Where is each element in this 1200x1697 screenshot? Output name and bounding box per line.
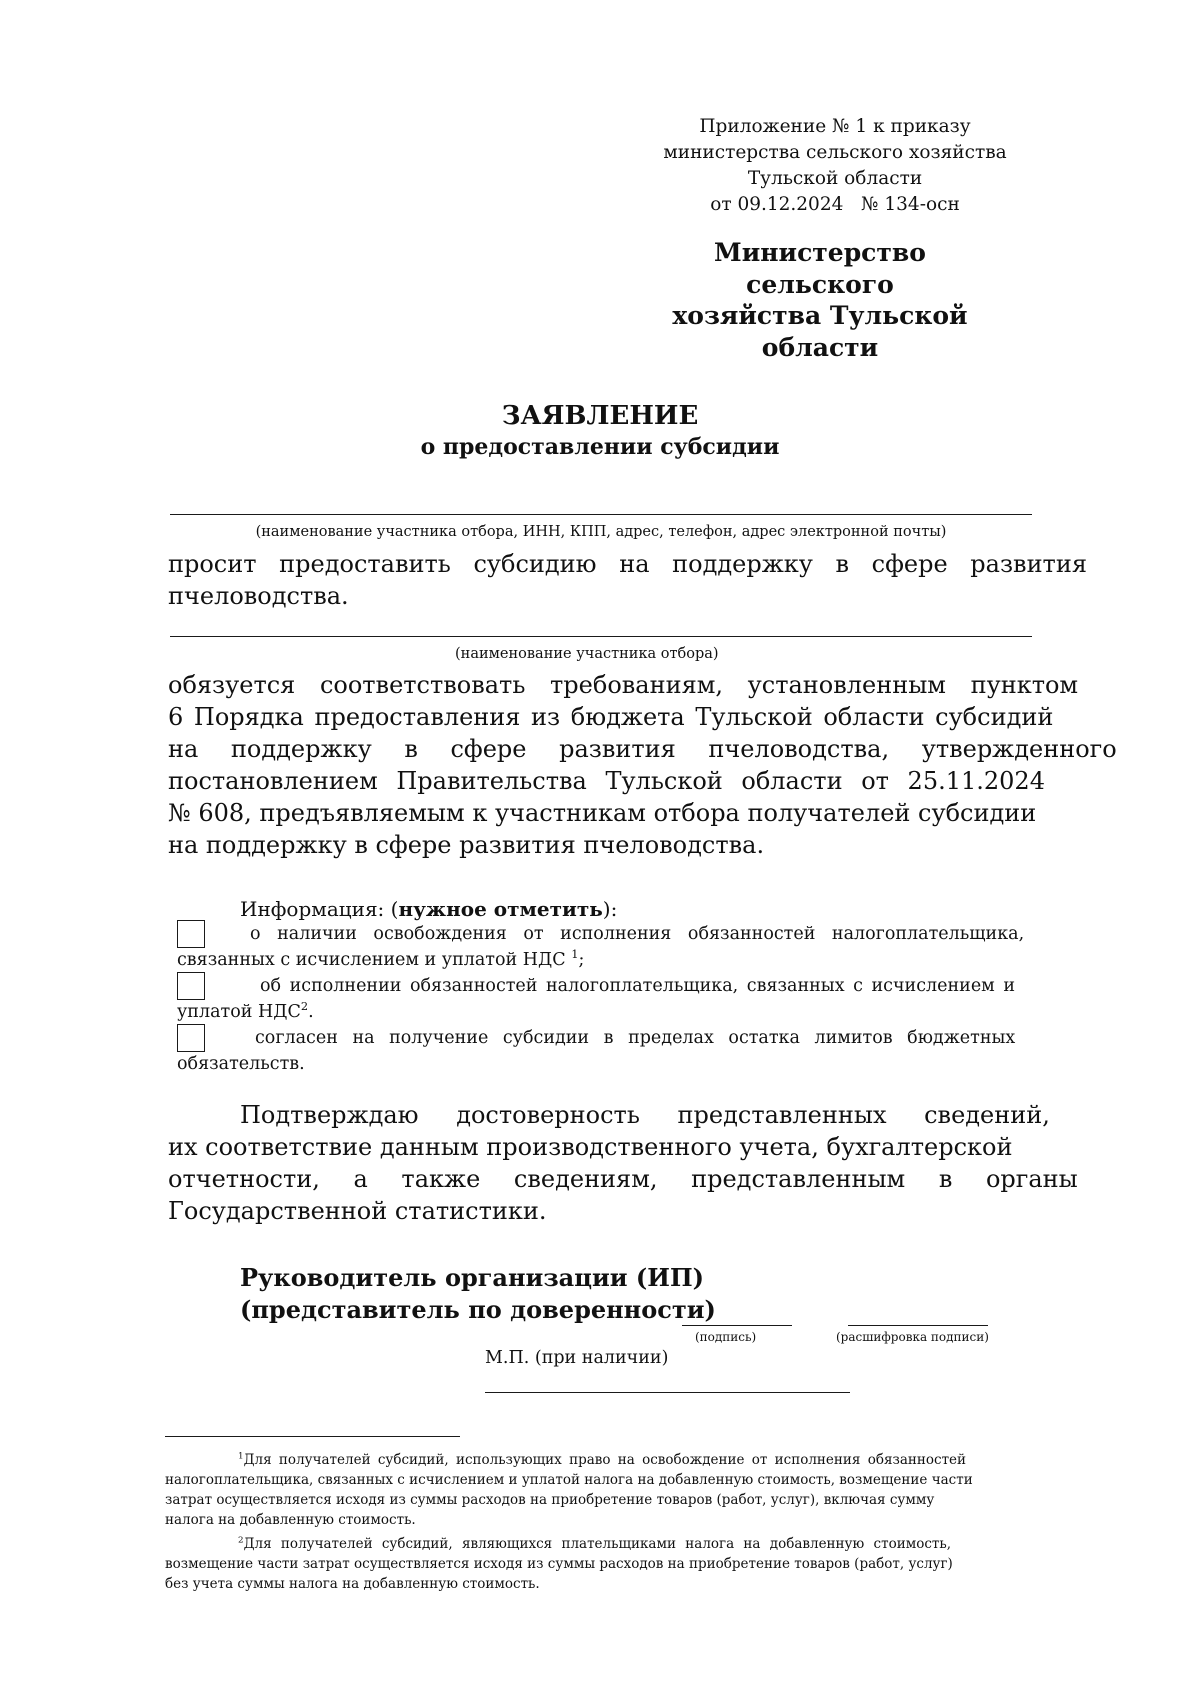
addressee-line: области	[761, 332, 879, 362]
footnote-1-mark: 1	[238, 1451, 244, 1462]
footnote-2-line: без учета суммы налога на добавленную стоимость.	[165, 1576, 540, 1592]
addressee-line: хозяйства Тульской	[672, 301, 968, 330]
appendix-line: Тульской области	[747, 168, 923, 189]
appendix-reference	[660, 114, 1010, 218]
signature-blank-line[interactable]	[682, 1325, 792, 1326]
signature-decode-blank-line[interactable]	[848, 1325, 988, 1326]
signatory-title: Руководитель организации (ИП)	[240, 1263, 704, 1292]
participant-caption: (наименование участника отбора)	[455, 646, 719, 662]
info-item-2-line: уплатой НДС$^2$.	[177, 999, 314, 1022]
info-label-emphasis: нужное отметить	[398, 897, 603, 921]
footnote-2-line: возмещение части затрат осуществляется исходя из суммы расходов на приобретение товаров (работ, услуг)	[165, 1556, 953, 1572]
footnote-1-line: налога на добавленную стоимость.	[165, 1512, 416, 1528]
obligation-line: на поддержку в сфере развития пчеловодства, утвержденного	[168, 735, 1117, 763]
footnote-separator	[165, 1436, 460, 1437]
applicant-blank-line[interactable]	[170, 514, 1032, 515]
footnote-ref[interactable]: 1	[571, 947, 579, 962]
obligation-line: обязуется соответствовать требованиям, установленным пунктом	[168, 671, 1079, 699]
confirmation-line: Государственной статистики.	[168, 1197, 547, 1225]
signature-decode-caption: (расшифровка подписи)	[836, 1330, 989, 1344]
applicant-caption: (наименование участника отбора, ИНН, КПП, адрес, телефон, адрес электронной почты)	[255, 524, 947, 540]
appendix-line: министерства сельского хозяйства	[663, 142, 1007, 163]
confirmation-line: Подтверждаю достоверность представленных сведений,	[240, 1101, 1050, 1129]
info-item-3-line: согласен на получение субсидии в пределах остатка лимитов бюджетных	[255, 1028, 1016, 1048]
request-line	[168, 550, 1087, 578]
footnote-1-line: $^1$Для получателей субсидий, использующих право на освобождение от исполнения обязанностей	[238, 1451, 967, 1468]
info-item-3-line: обязательств.	[177, 1054, 305, 1074]
request-line: пчеловодства.	[168, 582, 349, 610]
appendix-order-date: от 09.12.2024 № 134-осн	[710, 194, 960, 215]
obligation-line: 6 Порядка предоставления из бюджета Тульской области субсидий	[168, 703, 1054, 731]
obligation-line: № 608, предъявляемым к участникам отбора получателей субсидии	[168, 799, 1037, 827]
request-text: просит предоставить субсидию на поддержку в сфере развития	[168, 550, 1087, 578]
addressee	[640, 237, 1000, 363]
document-subtitle: о предоставлении субсидии	[420, 434, 780, 460]
checkbox-tax-obligations[interactable]	[177, 972, 205, 1000]
appendix-line: Приложение № 1 к приказу	[699, 116, 971, 137]
obligation-line: постановлением Правительства Тульской области от 25.11.2024	[168, 767, 1045, 795]
confirmation-line: отчетности, а также сведениям, представленным в органы	[168, 1165, 1078, 1193]
info-item-1-line: связанных с исчислением и уплатой НДС $^1$;	[177, 947, 585, 970]
stamp-blank-line[interactable]	[485, 1392, 850, 1393]
info-item-2-line: об исполнении обязанностей налогоплательщика, связанных с исчислением и	[260, 976, 1016, 996]
confirmation-line: их соответствие данным производственного учета, бухгалтерской	[168, 1133, 1013, 1161]
checkbox-budget-limits[interactable]	[177, 1024, 205, 1052]
info-label: Информация: (нужное отметить):	[240, 897, 618, 921]
info-item-1-line: о наличии освобождения от исполнения обязанностей налогоплательщика,	[250, 924, 1025, 944]
footnote-2-mark: 2	[238, 1535, 244, 1546]
footnote-1-line: налогоплательщика, связанных с исчислением и уплатой налога на добавленную стоимость, возмещение части	[165, 1472, 973, 1488]
signatory-representative: (представитель по доверенности)	[240, 1295, 716, 1324]
footnote-1-line: затрат осуществляется исходя из суммы расходов на приобретение товаров (работ, услуг), включая сумму	[165, 1492, 935, 1508]
obligation-line: на поддержку в сфере развития пчеловодства.	[168, 831, 765, 859]
participant-blank-line[interactable]	[170, 636, 1032, 637]
addressee-line: Министерство сельского	[714, 238, 926, 299]
checkbox-vat-exemption[interactable]	[177, 920, 205, 948]
stamp-label: М.П. (при наличии)	[485, 1348, 669, 1368]
footnote-ref[interactable]: 2	[300, 999, 309, 1014]
footnote-2-line: $^2$Для получателей субсидий, являющихся плательщиками налога на добавленную стоимость,	[238, 1535, 951, 1552]
document-title: ЗАЯВЛЕНИЕ	[501, 401, 699, 431]
signature-caption: (подпись)	[695, 1330, 757, 1344]
